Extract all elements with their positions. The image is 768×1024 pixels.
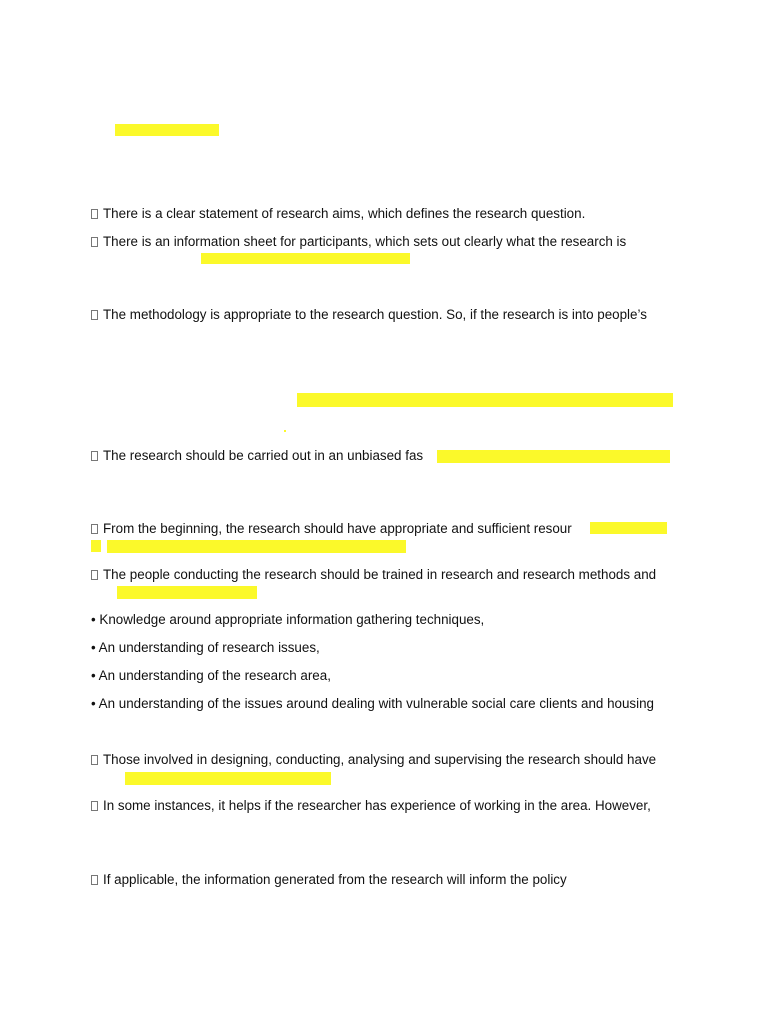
checkbox-square-icon	[91, 524, 98, 534]
item-text: The research should be carried out in an unbiased fas	[103, 448, 424, 463]
highlight-mark	[284, 430, 286, 432]
checklist-item-info-sheet	[91, 234, 626, 250]
highlight-mark	[125, 772, 331, 785]
highlight-mark	[590, 522, 667, 534]
checklist-item-aims	[91, 206, 585, 222]
checkbox-square-icon	[91, 875, 98, 885]
item-text: In some instances, it helps if the researcher has experience of working in the area. However,	[103, 798, 651, 813]
checklist-item-designing	[91, 752, 656, 768]
sub-bullet: • An understanding of research issues,	[91, 640, 320, 655]
item-text: If applicable, the information generated from the research will inform the policy	[103, 872, 567, 887]
checklist-item-policy	[91, 872, 567, 888]
sub-bullet: • Knowledge around appropriate information gathering techniques,	[91, 612, 485, 627]
checkbox-square-icon	[91, 310, 98, 320]
highlight-mark	[107, 540, 406, 553]
checklist-item-unbiased	[91, 448, 423, 464]
sub-bullet: • An understanding of the research area,	[91, 668, 331, 683]
checklist-item-resources	[91, 521, 572, 537]
highlight-mark	[437, 450, 670, 463]
checkbox-square-icon	[91, 451, 98, 461]
checklist-item-methodology	[91, 307, 647, 323]
item-text: From the beginning, the research should have appropriate and sufficient resour	[103, 521, 572, 536]
item-text: There is an information sheet for participants, which sets out clearly what the research is	[103, 234, 627, 249]
checkbox-square-icon	[91, 801, 98, 811]
item-text: Those involved in designing, conducting, analysing and supervising the research should have	[103, 752, 657, 767]
checkbox-square-icon	[91, 209, 98, 219]
highlight-mark	[201, 253, 410, 264]
item-text: The people conducting the research should be trained in research and research methods and	[103, 567, 657, 582]
highlight-mark	[117, 586, 257, 599]
sub-bullet: • An understanding of the issues around dealing with vulnerable social care clients and housing	[91, 696, 654, 711]
checkbox-square-icon	[91, 570, 98, 580]
checklist-item-trained	[91, 567, 656, 583]
checkbox-square-icon	[91, 237, 98, 247]
item-text: The methodology is appropriate to the research question. So, if the research is into people’s	[103, 307, 647, 322]
highlight-mark	[91, 540, 101, 552]
checklist-item-experience	[91, 798, 651, 814]
item-text: There is a clear statement of research aims, which defines the research question.	[103, 206, 586, 221]
checkbox-square-icon	[91, 755, 98, 765]
highlight-mark	[297, 393, 673, 407]
highlight-mark	[115, 124, 219, 136]
